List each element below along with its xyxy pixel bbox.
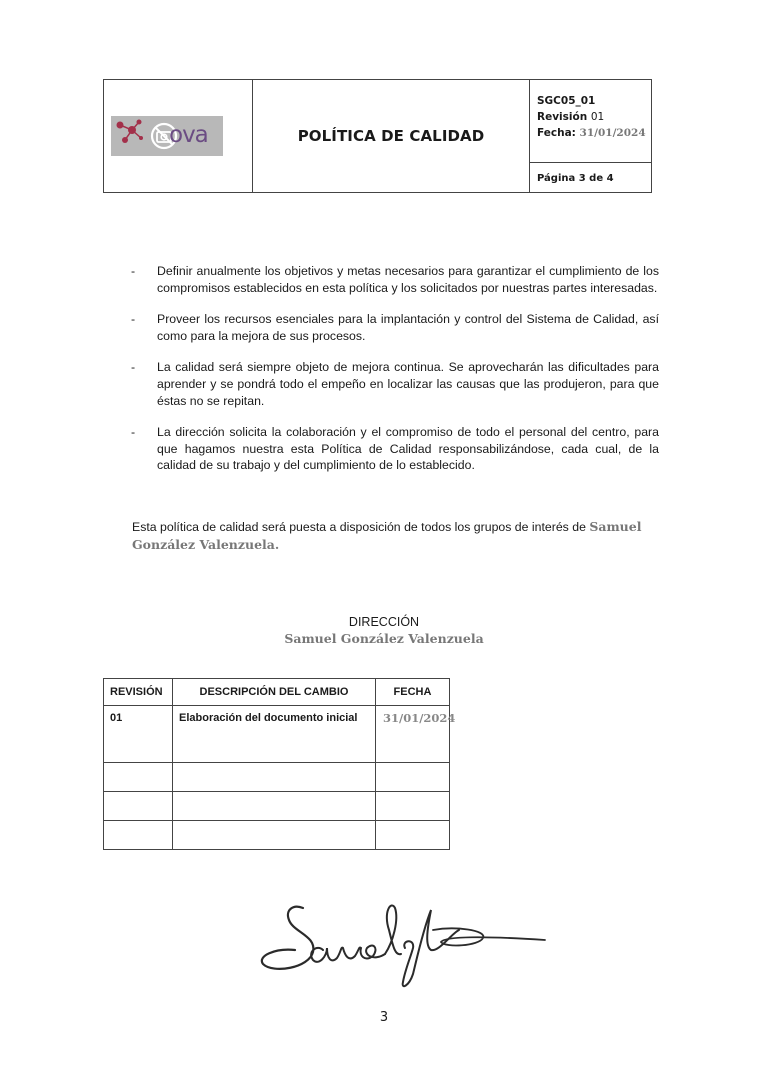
description-cell: Elaboración del documento inicial [173,706,376,763]
title-cell [253,80,530,193]
molecule-icon [111,116,151,156]
table-row [104,792,450,821]
list-item: - Proveer los recursos esenciales para la implantación y control del Sistema de Calidad, así como para la mejora de sus procesos. [131,312,659,343]
direccion-label: DIRECCIÓN [348,615,420,629]
column-header-revision: REVISIÓN [104,679,173,706]
revision-cell: 01 [104,706,173,763]
policy-bullets [131,263,659,489]
direccion-name: Samuel González Valenzuela [284,631,484,646]
logo-cell [104,80,253,193]
handwritten-signature [255,890,555,990]
logo-text: ova [169,122,208,148]
closing-paragraph [132,518,660,554]
page-indicator-cell [530,162,652,192]
date-label: Fecha: [537,127,576,139]
closing-name: Samuel González Valenzuela. [132,519,642,552]
list-item: - La calidad será siempre objeto de mejora continua. Se aprovecharán las dificultades para aprender y se pondrá todo el empeño en localizar las causas que las produjeron, para que éstas no se repitan. [131,360,659,408]
table-header-row [104,679,450,706]
company-logo [111,116,223,156]
table-row [104,821,450,850]
document-code: SGC05_01 [537,95,596,107]
date-value: 31/01/2024 [579,127,646,139]
table-row [104,706,450,763]
list-item: - Definir anualmente los objetivos y metas necesarios para garantizar el cumplimiento de los compromisos establecidos en esta política y los solicitados por nuestras partes interesadas. [131,264,659,295]
document-header [103,79,652,193]
table-row [104,763,450,792]
revision-value: 01 [590,111,605,123]
closing-text: Esta política de calidad será puesta a disposición de todos los grupos de interés de [132,520,586,534]
column-header-description: DESCRIPCIÓN DEL CAMBIO [173,679,376,706]
revision-label: Revisión [537,111,588,123]
revision-table [103,678,456,850]
document-info [530,80,652,163]
date-line [537,125,651,141]
list-item: - La dirección solicita la colaboración y el compromiso de todo el personal del centro, para que hagamos nuestra esta Política de Calidad responsabilizándose, cada cual, de la calidad de su trabajo y del cumplimiento de lo establecido. [131,425,659,473]
page-number: 3 [379,1010,389,1025]
column-header-date: FECHA [376,679,450,706]
date-cell: 31/01/2024 [376,706,450,763]
page-indicator: Página 3 de 4 [537,173,614,185]
revision-line [537,109,651,125]
document-title: POLÍTICA DE CALIDAD [297,126,485,145]
